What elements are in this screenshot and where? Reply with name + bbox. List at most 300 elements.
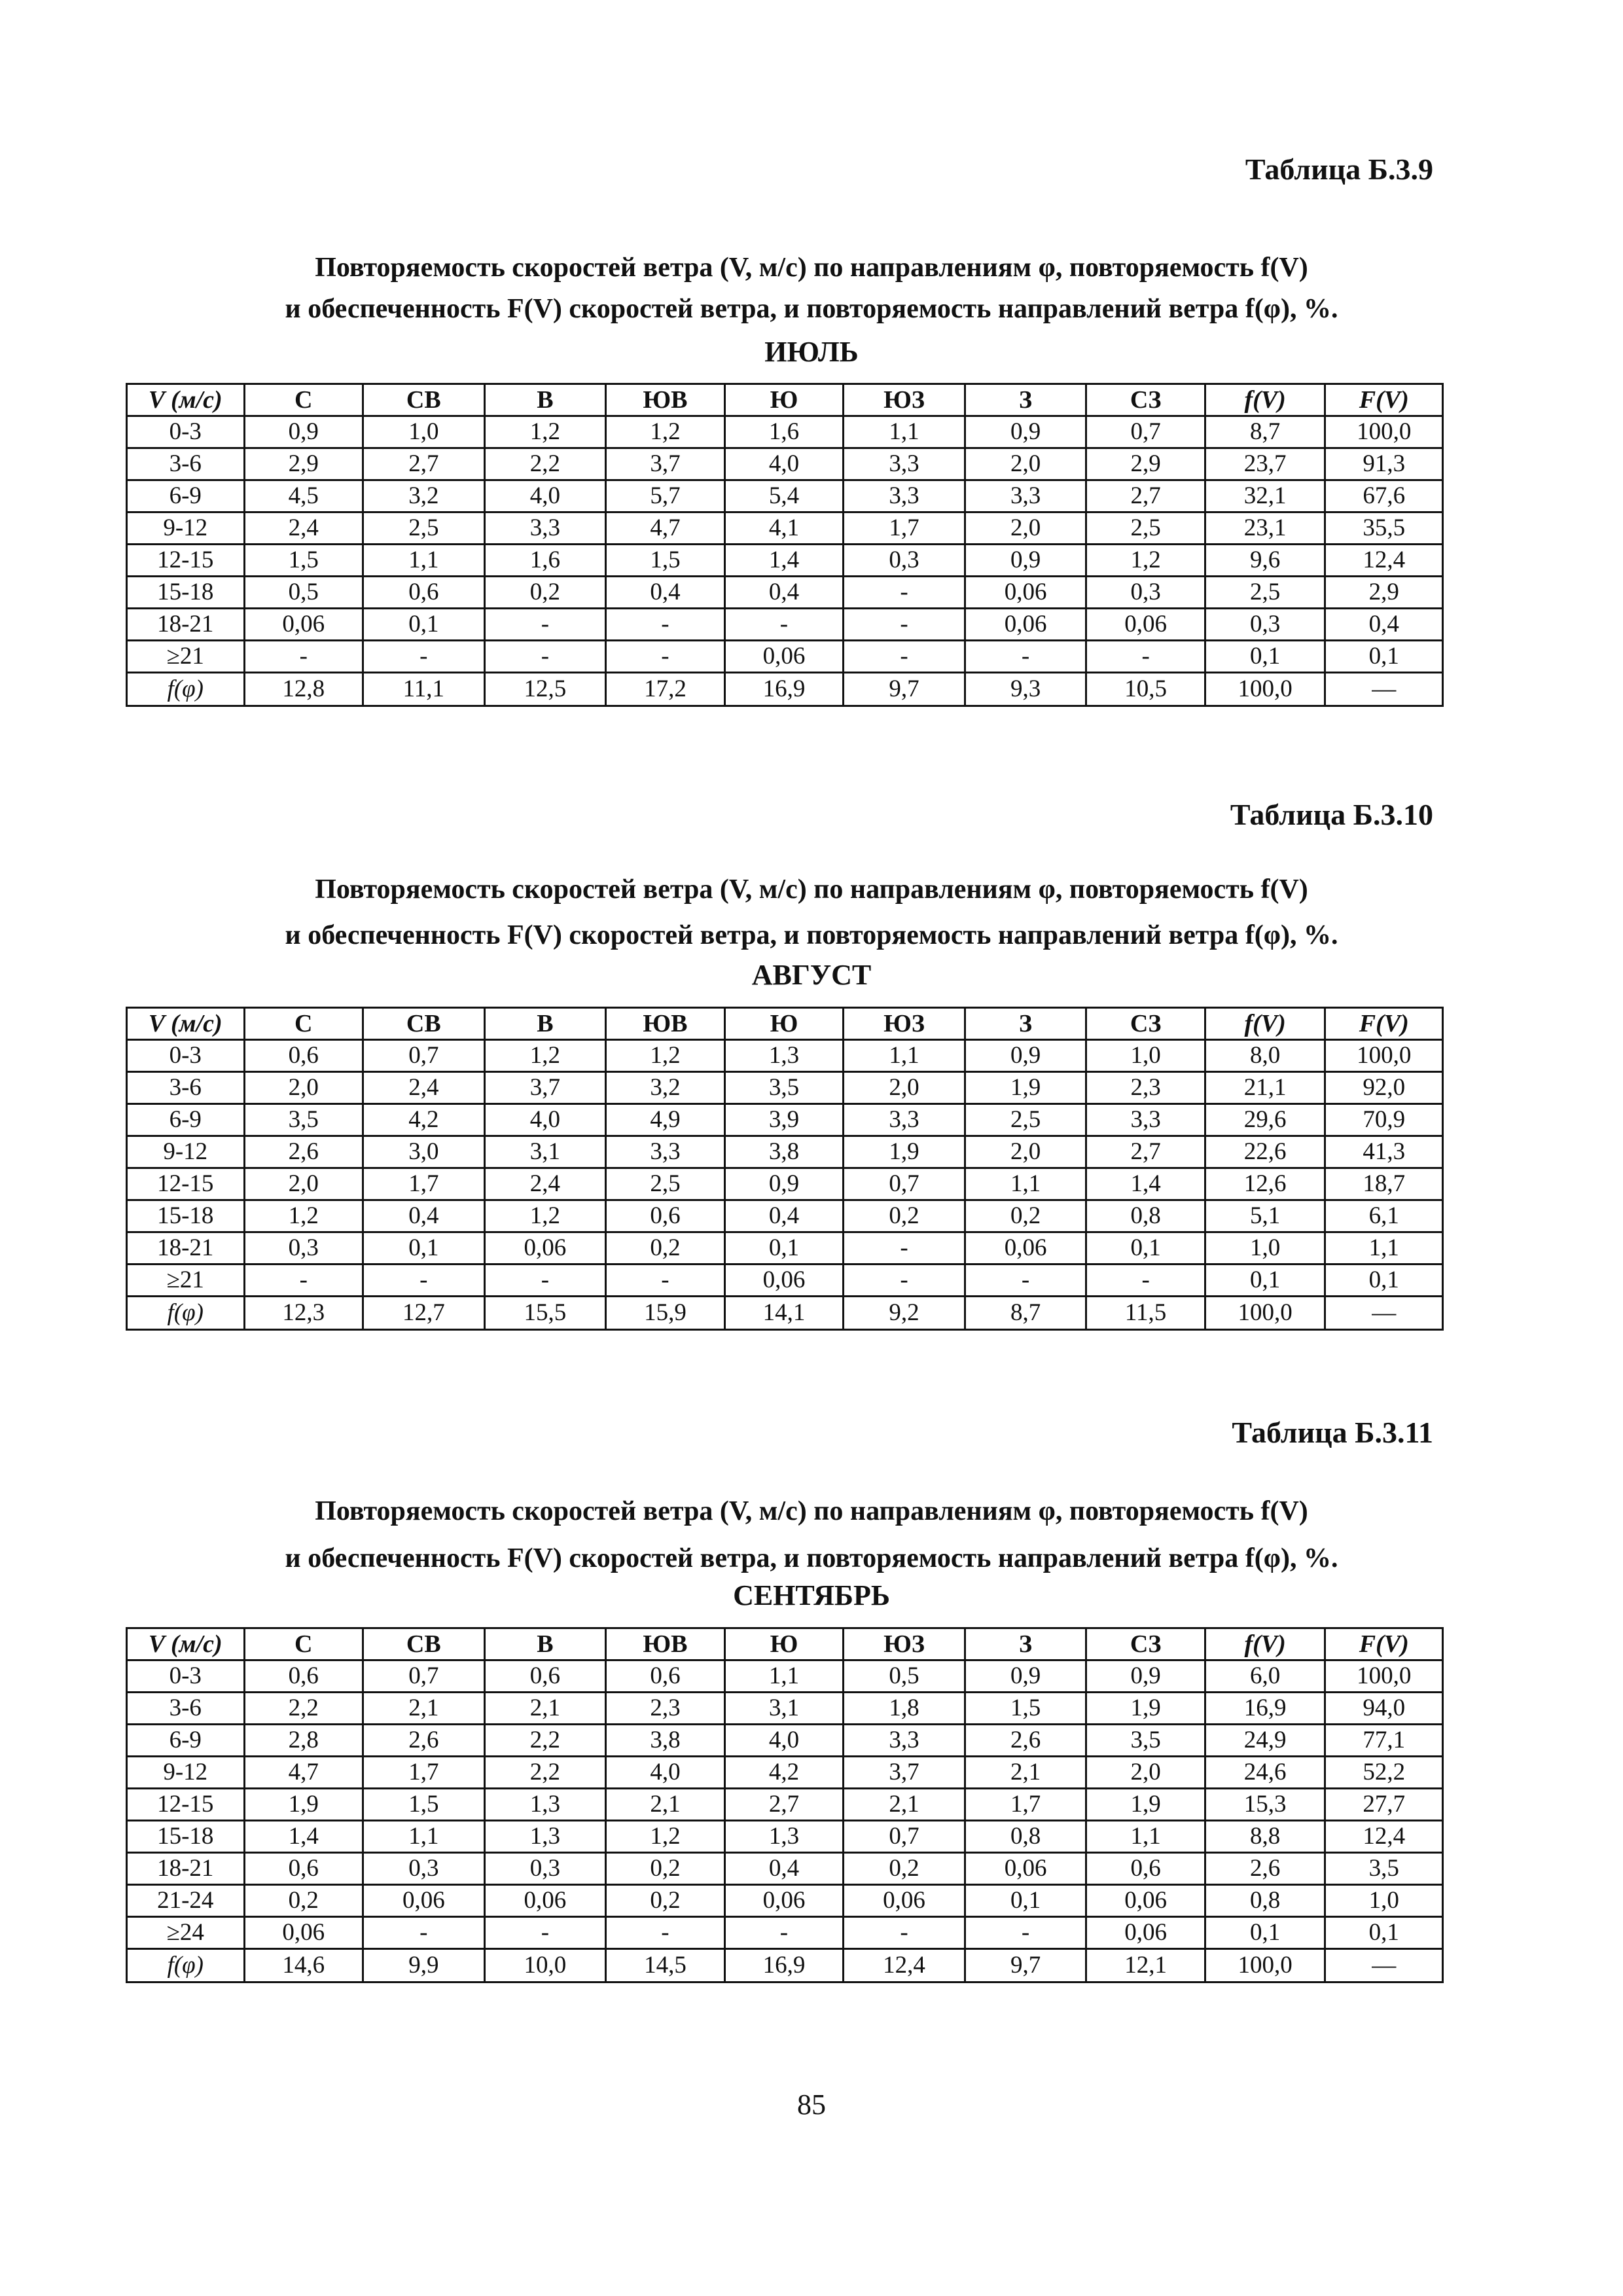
table-cell: 4,2 xyxy=(363,1104,485,1136)
table-cell: 2,6 xyxy=(1205,1853,1325,1885)
table-cell: 0,2 xyxy=(244,1885,363,1917)
table-cell: 2,3 xyxy=(606,1693,725,1725)
table-header-row xyxy=(127,1628,1443,1660)
table-cell: 3,8 xyxy=(606,1725,725,1757)
table-cell: - xyxy=(844,1917,965,1949)
table-cell: 0,1 xyxy=(1325,1265,1443,1297)
table-cell: - xyxy=(844,1232,965,1265)
row-label-cell: ≥21 xyxy=(127,1265,245,1297)
table-cell: 0,4 xyxy=(1325,609,1443,641)
table-cell: 0,7 xyxy=(844,1168,965,1200)
table-cell: 0,06 xyxy=(724,641,844,673)
table-cell: 0,9 xyxy=(965,545,1086,577)
table-row xyxy=(127,1297,1443,1330)
table-cell: 15,3 xyxy=(1205,1789,1325,1821)
table-cell: 1,2 xyxy=(484,416,606,448)
table-cell: 67,6 xyxy=(1325,480,1443,512)
table-cell: 2,4 xyxy=(244,512,363,545)
table-cell: 2,6 xyxy=(363,1725,485,1757)
table-row xyxy=(127,448,1443,480)
table-cell: 100,0 xyxy=(1325,1040,1443,1072)
table-cell: 0,06 xyxy=(1086,1917,1205,1949)
table-cell: 3,5 xyxy=(1325,1853,1443,1885)
row-label-cell: ≥21 xyxy=(127,641,245,673)
table-cell: 0,8 xyxy=(1205,1885,1325,1917)
table-cell: 0,2 xyxy=(965,1200,1086,1232)
table-cell: 0,06 xyxy=(484,1232,606,1265)
table-cell: 0,4 xyxy=(724,1200,844,1232)
table-cell: 5,7 xyxy=(606,480,725,512)
table-cell: 4,0 xyxy=(724,1725,844,1757)
table-cell: 1,1 xyxy=(965,1168,1086,1200)
table-cell: 3,8 xyxy=(724,1136,844,1168)
table-row xyxy=(127,1040,1443,1072)
table-cell: 9,2 xyxy=(844,1297,965,1330)
table-cell: — xyxy=(1325,1949,1443,1982)
column-header: f(V) xyxy=(1205,1008,1325,1040)
table-cell: 4,0 xyxy=(484,1104,606,1136)
table-cell: 3,5 xyxy=(1086,1725,1205,1757)
column-header: СЗ xyxy=(1086,1628,1205,1660)
table-cell: 0,8 xyxy=(965,1821,1086,1853)
table-cell: 1,1 xyxy=(363,1821,485,1853)
table-cell: - xyxy=(484,641,606,673)
table-cell: 2,2 xyxy=(484,448,606,480)
table-label: Таблица Б.3.9 xyxy=(1245,152,1433,186)
table-cell: 0,2 xyxy=(606,1232,725,1265)
table-cell: 1,0 xyxy=(1205,1232,1325,1265)
table-cell: 3,1 xyxy=(484,1136,606,1168)
column-header: ЮВ xyxy=(606,384,725,416)
table-cell: 0,06 xyxy=(724,1885,844,1917)
table-cell: - xyxy=(244,1265,363,1297)
table-row xyxy=(127,480,1443,512)
table-cell: 0,06 xyxy=(363,1885,485,1917)
column-header: ЮВ xyxy=(606,1008,725,1040)
table-cell: 3,3 xyxy=(844,1725,965,1757)
row-label-cell: f(φ) xyxy=(127,673,245,706)
table-cell: 14,5 xyxy=(606,1949,725,1982)
column-header: З xyxy=(965,1628,1086,1660)
table-cell: 2,9 xyxy=(1086,448,1205,480)
table-cell: 0,3 xyxy=(1205,609,1325,641)
table-cell: 24,9 xyxy=(1205,1725,1325,1757)
table-cell: - xyxy=(484,1917,606,1949)
table-cell: 6,0 xyxy=(1205,1660,1325,1693)
table-cell: 23,7 xyxy=(1205,448,1325,480)
table-cell: - xyxy=(844,609,965,641)
table-cell: 1,5 xyxy=(965,1693,1086,1725)
wind-table-july xyxy=(126,383,1444,707)
table-cell: - xyxy=(724,1917,844,1949)
table-cell: 2,4 xyxy=(484,1168,606,1200)
table-cell: 70,9 xyxy=(1325,1104,1443,1136)
table-cell: 11,1 xyxy=(363,673,485,706)
table-cell: 0,4 xyxy=(606,577,725,609)
column-header: В xyxy=(484,1008,606,1040)
table-cell: - xyxy=(724,609,844,641)
table-cell: 1,5 xyxy=(244,545,363,577)
table-cell: 0,6 xyxy=(606,1200,725,1232)
table-row xyxy=(127,1917,1443,1949)
table-cell: — xyxy=(1325,673,1443,706)
row-label-cell: 6-9 xyxy=(127,1725,245,1757)
table-cell: 12,4 xyxy=(1325,545,1443,577)
wind-table-august xyxy=(126,1007,1444,1331)
column-header: ЮВ xyxy=(606,1628,725,1660)
row-label-cell: 3-6 xyxy=(127,1693,245,1725)
table-cell: 12,6 xyxy=(1205,1168,1325,1200)
table-cell: 0,3 xyxy=(244,1232,363,1265)
table-cell: 0,6 xyxy=(244,1040,363,1072)
table-cell: 1,4 xyxy=(1086,1168,1205,1200)
table-cell: 4,7 xyxy=(244,1757,363,1789)
table-cell: 24,6 xyxy=(1205,1757,1325,1789)
table-row xyxy=(127,1168,1443,1200)
table-cell: 16,9 xyxy=(1205,1693,1325,1725)
table-cell: 2,0 xyxy=(844,1072,965,1104)
table-cell: 2,6 xyxy=(244,1136,363,1168)
table-cell: 0,2 xyxy=(844,1200,965,1232)
column-header: ЮЗ xyxy=(844,1628,965,1660)
table-cell: 1,3 xyxy=(724,1040,844,1072)
table-cell: 2,0 xyxy=(965,1136,1086,1168)
table-cell: 1,9 xyxy=(1086,1789,1205,1821)
column-header: С xyxy=(244,1008,363,1040)
table-row xyxy=(127,1104,1443,1136)
page-number: 85 xyxy=(797,2089,826,2121)
table-cell: 77,1 xyxy=(1325,1725,1443,1757)
table-header-row xyxy=(127,1008,1443,1040)
table-cell: 2,5 xyxy=(1086,512,1205,545)
table-cell: 4,0 xyxy=(606,1757,725,1789)
table-cell: 0,4 xyxy=(724,1853,844,1885)
table-row xyxy=(127,641,1443,673)
table-label: Таблица Б.3.10 xyxy=(1230,798,1433,831)
table-cell: - xyxy=(363,1265,485,1297)
table-cell: 12,1 xyxy=(1086,1949,1205,1982)
table-cell: 4,0 xyxy=(484,480,606,512)
table-cell: 0,9 xyxy=(1086,1660,1205,1693)
table-caption-line-1: Повторяемость скоростей ветра (V, м/с) по направлениям φ, повторяемость f(V) xyxy=(315,874,1308,905)
table-cell: 100,0 xyxy=(1205,1297,1325,1330)
table-cell: 4,1 xyxy=(724,512,844,545)
table-caption-line-1: Повторяемость скоростей ветра (V, м/с) по направлениям φ, повторяемость f(V) xyxy=(315,253,1308,283)
table-cell: 3,3 xyxy=(844,480,965,512)
row-label-cell: 0-3 xyxy=(127,1660,245,1693)
table-cell: 0,9 xyxy=(965,1660,1086,1693)
column-header: Ю xyxy=(724,1628,844,1660)
row-label-cell: 9-12 xyxy=(127,1136,245,1168)
table-cell: 1,0 xyxy=(1086,1040,1205,1072)
table-cell: 1,2 xyxy=(1086,545,1205,577)
table-cell: 3,5 xyxy=(244,1104,363,1136)
table-cell: 8,7 xyxy=(965,1297,1086,1330)
column-header: СВ xyxy=(363,384,485,416)
table-cell: 2,3 xyxy=(1086,1072,1205,1104)
table-cell: 35,5 xyxy=(1325,512,1443,545)
column-header: СЗ xyxy=(1086,384,1205,416)
table-cell: 14,1 xyxy=(724,1297,844,1330)
row-label-cell: 12-15 xyxy=(127,1789,245,1821)
table-row xyxy=(127,1885,1443,1917)
table-row xyxy=(127,609,1443,641)
row-label-cell: 18-21 xyxy=(127,609,245,641)
table-cell: 9,3 xyxy=(965,673,1086,706)
table-row xyxy=(127,545,1443,577)
table-cell: - xyxy=(363,641,485,673)
table-cell: 0,6 xyxy=(484,1660,606,1693)
column-header: С xyxy=(244,1628,363,1660)
table-cell: 1,1 xyxy=(1325,1232,1443,1265)
table-cell: 3,2 xyxy=(606,1072,725,1104)
table-row xyxy=(127,1693,1443,1725)
table-cell: 3,3 xyxy=(844,1104,965,1136)
column-header: V (м/с) xyxy=(127,1008,245,1040)
table-cell: 9,7 xyxy=(844,673,965,706)
table-cell: 2,2 xyxy=(484,1757,606,1789)
table-cell: 16,9 xyxy=(724,673,844,706)
table-cell: 10,5 xyxy=(1086,673,1205,706)
row-label-cell: 6-9 xyxy=(127,480,245,512)
table-cell: - xyxy=(484,1265,606,1297)
table-cell: 0,2 xyxy=(606,1885,725,1917)
table-cell: 0,1 xyxy=(1325,641,1443,673)
table-row xyxy=(127,1821,1443,1853)
table-cell: 52,2 xyxy=(1325,1757,1443,1789)
table-cell: 3,3 xyxy=(484,512,606,545)
wind-table-september xyxy=(126,1627,1444,1983)
table-cell: 1,0 xyxy=(1325,1885,1443,1917)
table-cell: 2,4 xyxy=(363,1072,485,1104)
table-cell: 0,1 xyxy=(1205,1917,1325,1949)
row-label-cell: 12-15 xyxy=(127,545,245,577)
table-row xyxy=(127,1265,1443,1297)
table-cell: 3,3 xyxy=(1086,1104,1205,1136)
table-row xyxy=(127,1660,1443,1693)
table-cell: 0,06 xyxy=(965,1853,1086,1885)
table-cell: 1,5 xyxy=(363,1789,485,1821)
table-cell: 0,6 xyxy=(1086,1853,1205,1885)
table-cell: 2,5 xyxy=(1205,577,1325,609)
table-cell: - xyxy=(844,1265,965,1297)
table-row xyxy=(127,416,1443,448)
table-cell: 8,7 xyxy=(1205,416,1325,448)
table-cell: 1,3 xyxy=(484,1821,606,1853)
table-cell: 0,1 xyxy=(1325,1917,1443,1949)
table-cell: 1,1 xyxy=(844,1040,965,1072)
table-cell: 0,3 xyxy=(1086,577,1205,609)
table-cell: 12,4 xyxy=(1325,1821,1443,1853)
table-cell: 0,1 xyxy=(965,1885,1086,1917)
table-cell: 0,3 xyxy=(844,545,965,577)
table-cell: 3,5 xyxy=(724,1072,844,1104)
table-cell: 2,5 xyxy=(363,512,485,545)
table-cell: 0,2 xyxy=(484,577,606,609)
row-label-cell: 18-21 xyxy=(127,1853,245,1885)
table-cell: 92,0 xyxy=(1325,1072,1443,1104)
table-cell: 1,9 xyxy=(1086,1693,1205,1725)
table-cell: 1,2 xyxy=(606,1821,725,1853)
table-cell: 2,8 xyxy=(244,1725,363,1757)
table-cell: 0,6 xyxy=(244,1853,363,1885)
table-cell: 1,6 xyxy=(724,416,844,448)
column-header: ЮЗ xyxy=(844,384,965,416)
table-cell: 1,4 xyxy=(244,1821,363,1853)
column-header: С xyxy=(244,384,363,416)
table-cell: 8,8 xyxy=(1205,1821,1325,1853)
column-header: F(V) xyxy=(1325,1628,1443,1660)
table-cell: 2,9 xyxy=(244,448,363,480)
table-row xyxy=(127,1232,1443,1265)
table-row xyxy=(127,1200,1443,1232)
table-cell: 2,5 xyxy=(606,1168,725,1200)
row-label-cell: f(φ) xyxy=(127,1949,245,1982)
table-cell: 0,9 xyxy=(965,1040,1086,1072)
table-cell: 0,06 xyxy=(965,577,1086,609)
table-cell: 2,0 xyxy=(244,1168,363,1200)
table-cell: 0,9 xyxy=(244,416,363,448)
table-cell: 4,9 xyxy=(606,1104,725,1136)
table-cell: 3,0 xyxy=(363,1136,485,1168)
table-cell: 1,2 xyxy=(606,1040,725,1072)
table-cell: 2,1 xyxy=(965,1757,1086,1789)
table-cell: 0,7 xyxy=(363,1660,485,1693)
table-cell: - xyxy=(1086,641,1205,673)
table-caption-line-2: и обеспеченность F(V) скоростей ветра, и повторяемость направлений ветра f(φ), %. xyxy=(285,294,1338,324)
table-cell: 0,4 xyxy=(724,577,844,609)
table-cell: - xyxy=(606,1917,725,1949)
table-row xyxy=(127,1136,1443,1168)
row-label-cell: 15-18 xyxy=(127,1821,245,1853)
table-row xyxy=(127,1949,1443,1982)
table-cell: 1,9 xyxy=(244,1789,363,1821)
table-cell: - xyxy=(606,609,725,641)
table-cell: 12,8 xyxy=(244,673,363,706)
row-label-cell: f(φ) xyxy=(127,1297,245,1330)
table-row xyxy=(127,577,1443,609)
row-label-cell: 18-21 xyxy=(127,1232,245,1265)
table-cell: 14,6 xyxy=(244,1949,363,1982)
table-cell: 1,9 xyxy=(965,1072,1086,1104)
table-cell: 1,1 xyxy=(1086,1821,1205,1853)
table-cell: 0,4 xyxy=(363,1200,485,1232)
table-cell: - xyxy=(363,1917,485,1949)
column-header: V (м/с) xyxy=(127,1628,245,1660)
table-cell: 9,6 xyxy=(1205,545,1325,577)
table-cell: 2,2 xyxy=(484,1725,606,1757)
column-header: З xyxy=(965,384,1086,416)
table-cell: 5,1 xyxy=(1205,1200,1325,1232)
column-header: Ю xyxy=(724,1008,844,1040)
table-row xyxy=(127,673,1443,706)
table-cell: 1,1 xyxy=(363,545,485,577)
table-cell: 0,6 xyxy=(606,1660,725,1693)
table-month: СЕНТЯБРЬ xyxy=(733,1579,890,1611)
column-header: З xyxy=(965,1008,1086,1040)
row-label-cell: 0-3 xyxy=(127,416,245,448)
table-cell: 8,0 xyxy=(1205,1040,1325,1072)
table-cell: 12,7 xyxy=(363,1297,485,1330)
table-cell: 2,5 xyxy=(965,1104,1086,1136)
table-cell: 1,1 xyxy=(724,1660,844,1693)
table-cell: 2,1 xyxy=(844,1789,965,1821)
table-cell: 21,1 xyxy=(1205,1072,1325,1104)
row-label-cell: 21-24 xyxy=(127,1885,245,1917)
table-cell: - xyxy=(844,641,965,673)
table-cell: 0,2 xyxy=(844,1853,965,1885)
table-cell: 0,06 xyxy=(965,1232,1086,1265)
table-cell: 2,1 xyxy=(606,1789,725,1821)
table-cell: 1,2 xyxy=(484,1040,606,1072)
table-cell: 16,9 xyxy=(724,1949,844,1982)
table-cell: 9,9 xyxy=(363,1949,485,1982)
table-cell: - xyxy=(965,1917,1086,1949)
table-cell: 1,9 xyxy=(844,1136,965,1168)
table-cell: 0,06 xyxy=(844,1885,965,1917)
table-cell: 91,3 xyxy=(1325,448,1443,480)
table-cell: 4,7 xyxy=(606,512,725,545)
table-cell: 1,6 xyxy=(484,545,606,577)
column-header: F(V) xyxy=(1325,384,1443,416)
row-label-cell: ≥24 xyxy=(127,1917,245,1949)
table-cell: 1,7 xyxy=(363,1168,485,1200)
row-label-cell: 9-12 xyxy=(127,512,245,545)
table-cell: — xyxy=(1325,1297,1443,1330)
table-cell: 0,5 xyxy=(844,1660,965,1693)
table-cell: 0,9 xyxy=(724,1168,844,1200)
row-label-cell: 3-6 xyxy=(127,448,245,480)
table-cell: 1,0 xyxy=(363,416,485,448)
table-cell: 1,2 xyxy=(244,1200,363,1232)
row-label-cell: 0-3 xyxy=(127,1040,245,1072)
table-cell: 1,1 xyxy=(844,416,965,448)
column-header: СВ xyxy=(363,1008,485,1040)
table-cell: 1,4 xyxy=(724,545,844,577)
table-cell: 0,06 xyxy=(1086,609,1205,641)
table-cell: 10,0 xyxy=(484,1949,606,1982)
table-cell: 3,1 xyxy=(724,1693,844,1725)
column-header: F(V) xyxy=(1325,1008,1443,1040)
table-cell: 4,5 xyxy=(244,480,363,512)
table-cell: 94,0 xyxy=(1325,1693,1443,1725)
table-cell: 41,3 xyxy=(1325,1136,1443,1168)
table-cell: 3,3 xyxy=(606,1136,725,1168)
table-cell: - xyxy=(844,577,965,609)
table-cell: 1,7 xyxy=(363,1757,485,1789)
table-cell: 0,06 xyxy=(724,1265,844,1297)
table-caption-line-2: и обеспеченность F(V) скоростей ветра, и повторяемость направлений ветра f(φ), %. xyxy=(285,920,1338,950)
table-cell: 22,6 xyxy=(1205,1136,1325,1168)
table-cell: - xyxy=(965,1265,1086,1297)
table-cell: 1,2 xyxy=(484,1200,606,1232)
table-row xyxy=(127,1757,1443,1789)
column-header: ЮЗ xyxy=(844,1008,965,1040)
table-cell: 4,0 xyxy=(724,448,844,480)
table-cell: 2,6 xyxy=(965,1725,1086,1757)
table-month: АВГУСТ xyxy=(751,959,872,991)
table-cell: 3,9 xyxy=(724,1104,844,1136)
column-header: СЗ xyxy=(1086,1008,1205,1040)
table-row xyxy=(127,1789,1443,1821)
table-caption-line-1: Повторяемость скоростей ветра (V, м/с) по направлениям φ, повторяемость f(V) xyxy=(315,1496,1308,1526)
table-cell: 0,5 xyxy=(244,577,363,609)
table-cell: 0,1 xyxy=(1205,641,1325,673)
table-cell: 2,1 xyxy=(363,1693,485,1725)
table-cell: 3,3 xyxy=(965,480,1086,512)
table-row xyxy=(127,1725,1443,1757)
table-cell: 0,6 xyxy=(363,577,485,609)
